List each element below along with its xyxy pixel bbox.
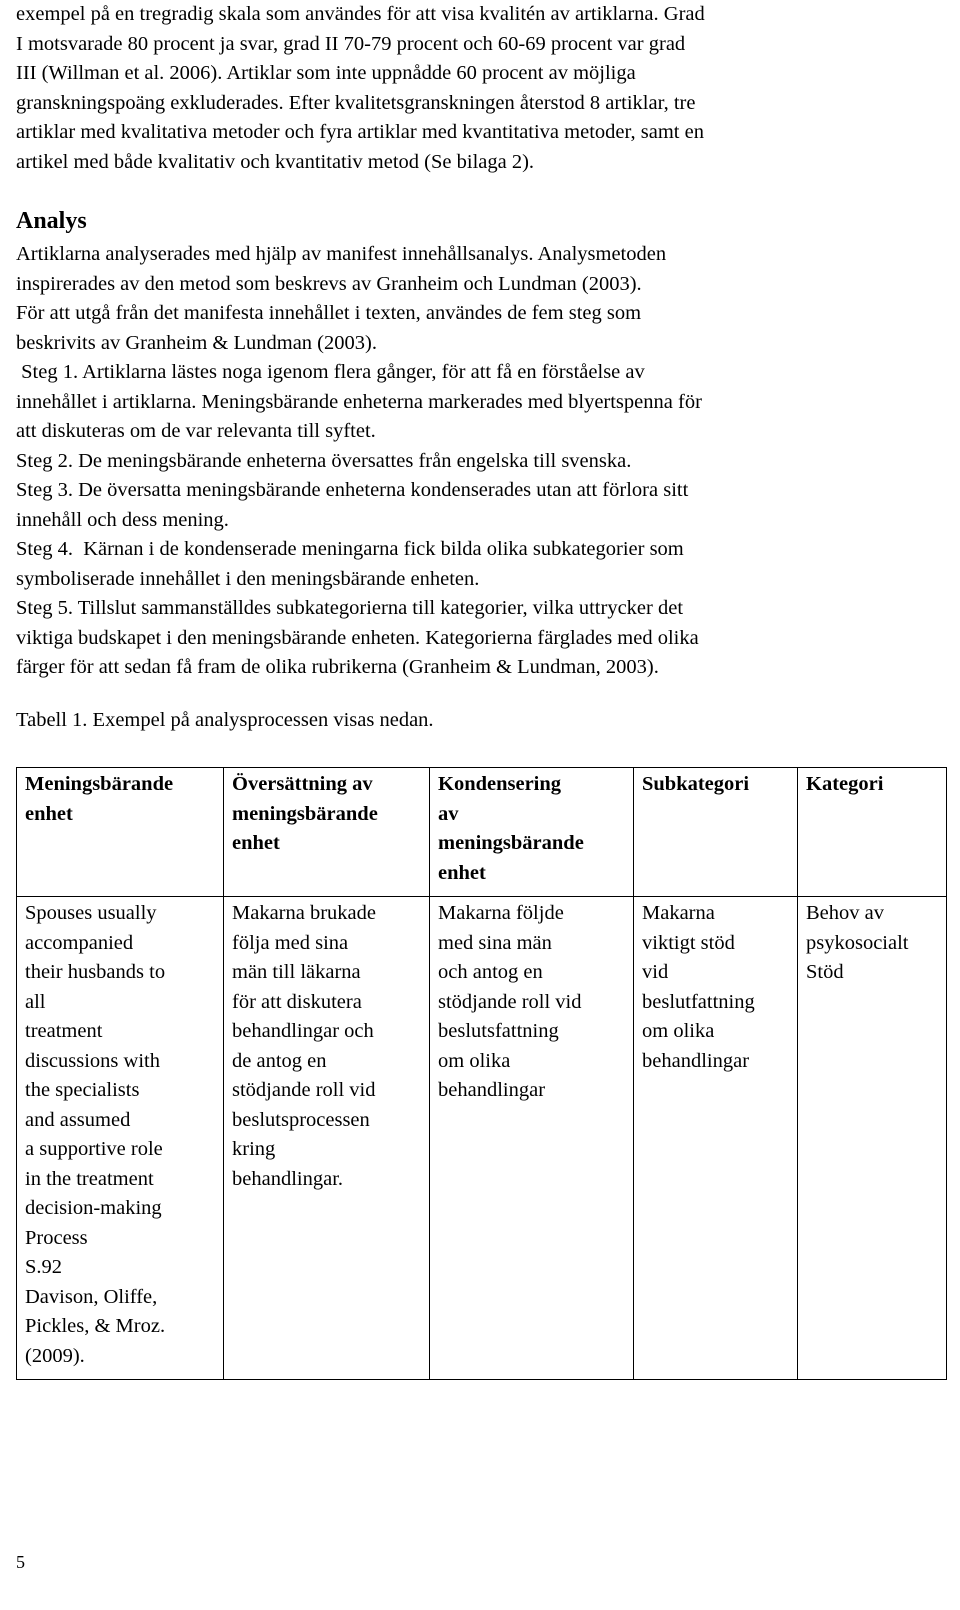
- text-line: Artiklarna analyserades med hjälp av manifest innehållsanalys. Analysmetoden: [16, 243, 667, 265]
- cell-line: discussions with: [25, 1049, 160, 1072]
- text-line: Steg 3. De översatta meningsbärande enheterna kondenserades utan att förlora sitt: [16, 479, 689, 501]
- text-line: Steg 4. Kärnan i de kondenserade meningarna fick bilda olika subkategorier som: [16, 538, 684, 560]
- cell-line: accompanied: [25, 931, 134, 954]
- cell-line: Process: [25, 1226, 88, 1249]
- cell-line: för att diskutera: [232, 990, 362, 1013]
- cell-line: treatment: [25, 1020, 103, 1042]
- table-caption: Tabell 1. Exempel på analysprocessen visas nedan.: [16, 709, 434, 731]
- text-line: I motsvarade 80 procent ja svar, grad II 70-79 procent och 60-69 procent var grad: [16, 32, 686, 55]
- cell-line: beslutsprocessen: [232, 1108, 370, 1131]
- cell-line: stödjande roll vid: [438, 990, 582, 1013]
- cell-line: om olika: [438, 1049, 511, 1072]
- cell-line: the specialists: [25, 1079, 140, 1101]
- table-cell: [634, 897, 798, 1380]
- header-cell: [634, 768, 798, 897]
- intro-paragraph: [16, 0, 916, 177]
- header-cell: [224, 768, 430, 897]
- cell-line: decision-making: [25, 1197, 162, 1219]
- cell-line: vid: [642, 961, 669, 983]
- cell-line: kring: [232, 1138, 276, 1160]
- cell-line: beslutfattning: [642, 990, 755, 1013]
- table-cell: [798, 897, 947, 1380]
- cell-line: Stöd: [806, 961, 844, 983]
- cell-line: in the treatment: [25, 1167, 154, 1190]
- cell-line: Behov av: [806, 902, 884, 924]
- analysis-table: [16, 767, 947, 1380]
- cell-line: (2009).: [25, 1344, 85, 1367]
- header-line: Kondensering: [438, 773, 562, 795]
- cell-line: Spouses usually: [25, 902, 157, 924]
- cell-line: a supportive role: [25, 1138, 163, 1160]
- text-line: artiklar med kvalitativa metoder och fyra artiklar med kvantitativa metoder, samt en: [16, 121, 704, 143]
- text-line: För att utgå från det manifesta innehållet i texten, användes de fem steg som: [16, 302, 642, 324]
- cell-line: Makarna följde: [438, 902, 564, 924]
- header-line: av: [438, 802, 459, 825]
- text-line: inspirerades av den metod som beskrevs av Granheim och Lundman (2003).: [16, 272, 642, 295]
- cell-line: stödjande roll vid: [232, 1079, 376, 1101]
- header-cell: [430, 768, 634, 897]
- cell-line: beslutsfattning: [438, 1020, 559, 1042]
- cell-line: all: [25, 990, 46, 1013]
- table-row: [17, 897, 947, 1380]
- header-line: Översättning av: [232, 773, 373, 795]
- header-line: Meningsbärande: [25, 773, 174, 795]
- text-line: Steg 2. De meningsbärande enheterna översattes från engelska till svenska.: [16, 449, 632, 472]
- cell-line: om olika: [642, 1020, 715, 1042]
- header-line: Subkategori: [642, 773, 750, 795]
- cell-line: följa med sina: [232, 931, 349, 954]
- cell-line: behandlingar: [642, 1049, 750, 1072]
- analys-paragraph: [16, 240, 916, 683]
- cell-line: psykosocialt: [806, 931, 909, 954]
- header-line: enhet: [232, 832, 280, 854]
- cell-line: och antog en: [438, 961, 543, 983]
- text-line: innehåll och dess mening.: [16, 508, 229, 531]
- cell-line: behandlingar.: [232, 1167, 344, 1190]
- header-line: meningsbärande: [232, 802, 378, 825]
- cell-line: and assumed: [25, 1108, 131, 1131]
- header-cell: [798, 768, 947, 897]
- text-line: viktiga budskapet i den meningsbärande enheten. Kategorierna färglades med olika: [16, 626, 699, 649]
- text-line: exempel på en tregradig skala som användes för att visa kvalitén av artiklarna. Grad: [16, 3, 705, 25]
- cell-line: viktigt stöd: [642, 931, 735, 954]
- table-cell: [224, 897, 430, 1380]
- text-line: Steg 1. Artiklarna lästes noga igenom flera gånger, för att få en förståelse av: [16, 361, 645, 383]
- text-line: beskrivits av Granheim & Lundman (2003).: [16, 331, 377, 354]
- cell-line: med sina män: [438, 931, 552, 954]
- text-line: innehållet i artiklarna. Meningsbärande enheterna markerades med blyertspenna för: [16, 390, 702, 413]
- text-line: artikel med både kvalitativ och kvantitativ metod (Se bilaga 2).: [16, 150, 535, 173]
- table-cell: [430, 897, 634, 1380]
- cell-line: Makarna: [642, 902, 715, 924]
- text-line: granskningspoäng exkluderades. Efter kvalitetsgranskningen återstod 8 artiklar, tre: [16, 91, 696, 114]
- cell-line: Davison, Oliffe,: [25, 1285, 158, 1308]
- header-line: enhet: [438, 861, 486, 884]
- cell-line: S.92: [25, 1256, 63, 1278]
- table-cell: [17, 897, 224, 1380]
- text-line: att diskuteras om de var relevanta till syftet.: [16, 420, 376, 442]
- text-line: III (Willman et al. 2006). Artiklar som inte uppnådde 60 procent av möjliga: [16, 62, 636, 84]
- text-line: färger för att sedan få fram de olika rubrikerna (Granheim & Lundman, 2003).: [16, 656, 659, 678]
- section-heading: Analys: [16, 208, 87, 234]
- header-line: meningsbärande: [438, 832, 584, 854]
- cell-line: their husbands to: [25, 961, 166, 983]
- cell-line: de antog en: [232, 1049, 327, 1072]
- header-cell: [17, 768, 224, 897]
- header-line: enhet: [25, 802, 73, 825]
- cell-line: män till läkarna: [232, 961, 361, 983]
- text-line: Steg 5. Tillslut sammanställdes subkategorierna till kategorier, vilka uttrycker det: [16, 597, 684, 619]
- cell-line: behandlingar och: [232, 1020, 374, 1042]
- table-header-row: [17, 768, 947, 897]
- text-line: symboliserade innehållet i den meningsbärande enheten.: [16, 567, 480, 590]
- page-number: 5: [16, 1552, 25, 1572]
- cell-line: behandlingar: [438, 1079, 546, 1101]
- header-line: Kategori: [806, 773, 884, 795]
- cell-line: Pickles, & Mroz.: [25, 1315, 166, 1337]
- cell-line: Makarna brukade: [232, 902, 377, 924]
